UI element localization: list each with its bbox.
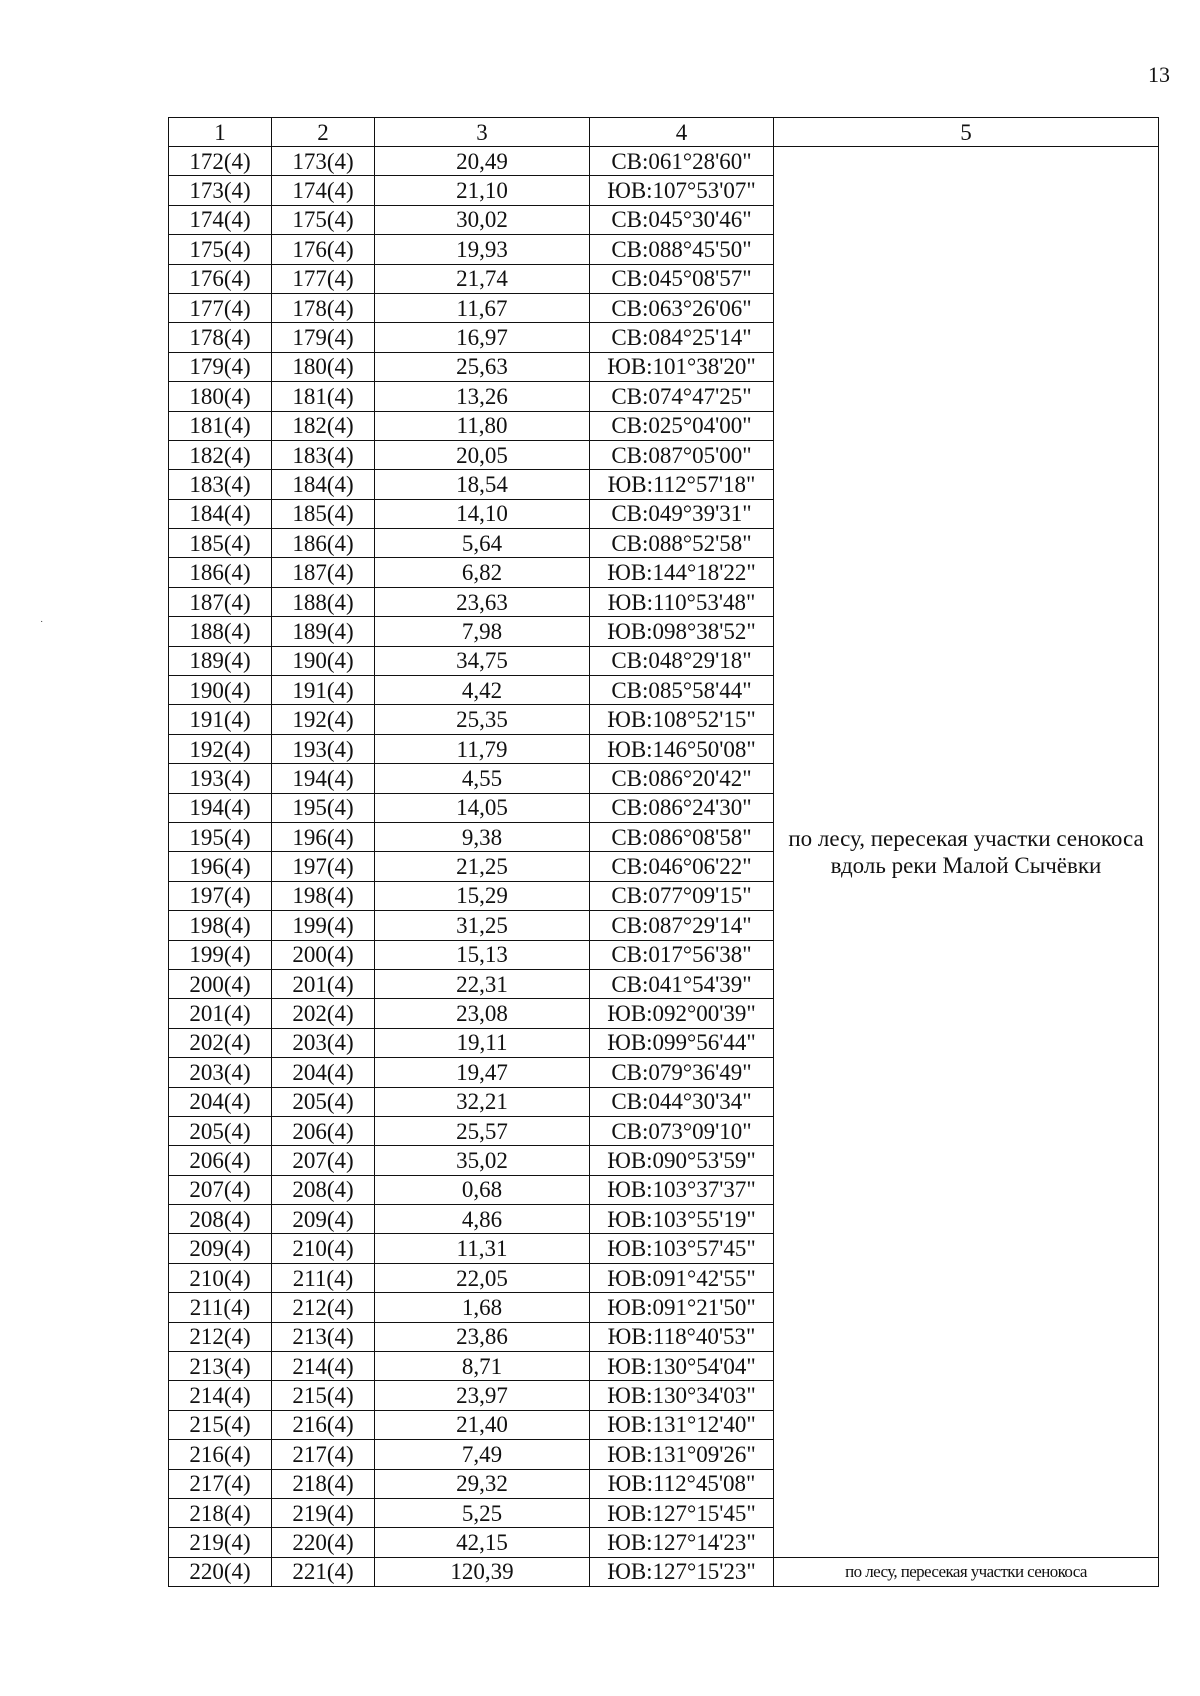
table-cell: СВ:086°08'58" bbox=[590, 822, 774, 851]
table-cell: 23,08 bbox=[375, 999, 590, 1028]
table-cell: 188(4) bbox=[272, 587, 375, 616]
table-cell: 18,54 bbox=[375, 470, 590, 499]
table-cell: 203(4) bbox=[169, 1058, 272, 1087]
table-cell: ЮВ:091°21'50" bbox=[590, 1293, 774, 1322]
table-cell: 220(4) bbox=[272, 1528, 375, 1557]
route-description-last: по лесу, пересекая участки сенокоса bbox=[774, 1557, 1159, 1586]
table-cell: 202(4) bbox=[169, 1028, 272, 1057]
table-cell: ЮВ:127°15'45" bbox=[590, 1498, 774, 1527]
table-cell: 192(4) bbox=[272, 705, 375, 734]
table-cell: ЮВ:131°12'40" bbox=[590, 1410, 774, 1439]
table-cell: СВ:079°36'49" bbox=[590, 1058, 774, 1087]
table-cell: 11,80 bbox=[375, 411, 590, 440]
table-cell: 13,26 bbox=[375, 382, 590, 411]
table-cell: СВ:041°54'39" bbox=[590, 969, 774, 998]
table-cell: 190(4) bbox=[169, 676, 272, 705]
table-cell: 197(4) bbox=[169, 881, 272, 910]
table-cell: ЮВ:103°55'19" bbox=[590, 1205, 774, 1234]
table-cell: 120,39 bbox=[375, 1557, 590, 1586]
table-cell: 210(4) bbox=[272, 1234, 375, 1263]
table-cell: 29,32 bbox=[375, 1469, 590, 1498]
table-cell: 194(4) bbox=[272, 764, 375, 793]
table-cell: 216(4) bbox=[169, 1440, 272, 1469]
table-cell: 23,97 bbox=[375, 1381, 590, 1410]
table-cell: 19,11 bbox=[375, 1028, 590, 1057]
table-cell: 203(4) bbox=[272, 1028, 375, 1057]
table-cell: 34,75 bbox=[375, 646, 590, 675]
table-cell: 4,42 bbox=[375, 676, 590, 705]
header-cell: 4 bbox=[590, 118, 774, 147]
table-cell: 174(4) bbox=[272, 176, 375, 205]
table-cell: 192(4) bbox=[169, 734, 272, 763]
table-cell: 181(4) bbox=[169, 411, 272, 440]
table-cell: 7,98 bbox=[375, 617, 590, 646]
table-cell: СВ:087°29'14" bbox=[590, 911, 774, 940]
table-cell: 178(4) bbox=[169, 323, 272, 352]
table-cell: СВ:045°30'46" bbox=[590, 205, 774, 234]
table-cell: 21,40 bbox=[375, 1410, 590, 1439]
table-cell: 209(4) bbox=[169, 1234, 272, 1263]
table-cell: ЮВ:112°57'18" bbox=[590, 470, 774, 499]
table-cell: 207(4) bbox=[272, 1146, 375, 1175]
table-cell: СВ:077°09'15" bbox=[590, 881, 774, 910]
table-cell: ЮВ:130°34'03" bbox=[590, 1381, 774, 1410]
table-cell: 215(4) bbox=[169, 1410, 272, 1439]
table-cell: 182(4) bbox=[272, 411, 375, 440]
table-cell: 218(4) bbox=[272, 1469, 375, 1498]
table-cell: 23,63 bbox=[375, 587, 590, 616]
table-row bbox=[169, 147, 1159, 176]
table-cell: 213(4) bbox=[169, 1352, 272, 1381]
table-cell: 214(4) bbox=[272, 1352, 375, 1381]
table-cell: СВ:025°04'00" bbox=[590, 411, 774, 440]
table-cell: 201(4) bbox=[272, 969, 375, 998]
table-cell: СВ:074°47'25" bbox=[590, 382, 774, 411]
table-cell: СВ:045°08'57" bbox=[590, 264, 774, 293]
table-cell: 31,25 bbox=[375, 911, 590, 940]
table-cell: 183(4) bbox=[169, 470, 272, 499]
table-cell: 184(4) bbox=[169, 499, 272, 528]
table-cell: ЮВ:103°57'45" bbox=[590, 1234, 774, 1263]
table-cell: 32,21 bbox=[375, 1087, 590, 1116]
table-cell: 11,67 bbox=[375, 293, 590, 322]
table-cell: 201(4) bbox=[169, 999, 272, 1028]
table-cell: 214(4) bbox=[169, 1381, 272, 1410]
table-cell: ЮВ:099°56'44" bbox=[590, 1028, 774, 1057]
table-header-row bbox=[169, 118, 1159, 147]
table-cell: 195(4) bbox=[169, 822, 272, 851]
table-cell: 174(4) bbox=[169, 205, 272, 234]
table-cell: 191(4) bbox=[169, 705, 272, 734]
route-description: по лесу, пересекая участки сенокоса вдоль реки Малой Сычёвки bbox=[774, 147, 1159, 1558]
table-cell: 193(4) bbox=[169, 764, 272, 793]
table-cell: 189(4) bbox=[272, 617, 375, 646]
table-cell: ЮВ:090°53'59" bbox=[590, 1146, 774, 1175]
table-cell: 209(4) bbox=[272, 1205, 375, 1234]
table-cell: 177(4) bbox=[169, 293, 272, 322]
table-cell: 35,02 bbox=[375, 1146, 590, 1175]
table-cell: СВ:085°58'44" bbox=[590, 676, 774, 705]
table-cell: СВ:061°28'60" bbox=[590, 147, 774, 176]
table-cell: 216(4) bbox=[272, 1410, 375, 1439]
table-cell: 42,15 bbox=[375, 1528, 590, 1557]
table-cell: 1,68 bbox=[375, 1293, 590, 1322]
table-cell: 199(4) bbox=[169, 940, 272, 969]
table-cell: 14,10 bbox=[375, 499, 590, 528]
table-cell: СВ:086°20'42" bbox=[590, 764, 774, 793]
table-cell: 4,86 bbox=[375, 1205, 590, 1234]
table-cell: 217(4) bbox=[169, 1469, 272, 1498]
table-cell: 210(4) bbox=[169, 1263, 272, 1292]
table-cell: ЮВ:146°50'08" bbox=[590, 734, 774, 763]
table-cell: 19,47 bbox=[375, 1058, 590, 1087]
table-cell: 5,25 bbox=[375, 1498, 590, 1527]
table-cell: 205(4) bbox=[272, 1087, 375, 1116]
table-cell: ЮВ:144°18'22" bbox=[590, 558, 774, 587]
table-cell: ЮВ:112°45'08" bbox=[590, 1469, 774, 1498]
scan-mark: ˙ bbox=[40, 620, 44, 631]
table-cell: ЮВ:127°15'23" bbox=[590, 1557, 774, 1586]
table-cell: 191(4) bbox=[272, 676, 375, 705]
table-cell: 0,68 bbox=[375, 1175, 590, 1204]
boundary-table bbox=[168, 117, 1159, 1587]
table-cell: 200(4) bbox=[272, 940, 375, 969]
table-cell: 25,35 bbox=[375, 705, 590, 734]
table-cell: 22,31 bbox=[375, 969, 590, 998]
table-cell: СВ:063°26'06" bbox=[590, 293, 774, 322]
table-cell: 220(4) bbox=[169, 1557, 272, 1586]
table-cell: 181(4) bbox=[272, 382, 375, 411]
table-cell: 14,05 bbox=[375, 793, 590, 822]
table-cell: 19,93 bbox=[375, 235, 590, 264]
table-cell: 8,71 bbox=[375, 1352, 590, 1381]
table-cell: ЮВ:127°14'23" bbox=[590, 1528, 774, 1557]
table-cell: 215(4) bbox=[272, 1381, 375, 1410]
table-cell: ЮВ:110°53'48" bbox=[590, 587, 774, 616]
table-cell: СВ:049°39'31" bbox=[590, 499, 774, 528]
table-cell: 208(4) bbox=[272, 1175, 375, 1204]
table-cell: 11,31 bbox=[375, 1234, 590, 1263]
table-cell: 176(4) bbox=[169, 264, 272, 293]
table-cell: 208(4) bbox=[169, 1205, 272, 1234]
table-cell: СВ:048°29'18" bbox=[590, 646, 774, 675]
table-cell: ЮВ:107°53'07" bbox=[590, 176, 774, 205]
table-cell: 197(4) bbox=[272, 852, 375, 881]
table-cell: 196(4) bbox=[272, 822, 375, 851]
table-cell: ЮВ:118°40'53" bbox=[590, 1322, 774, 1351]
table-cell: 218(4) bbox=[169, 1498, 272, 1527]
table-cell: 176(4) bbox=[272, 235, 375, 264]
table-cell: 30,02 bbox=[375, 205, 590, 234]
table-cell: 189(4) bbox=[169, 646, 272, 675]
table-cell: 186(4) bbox=[272, 529, 375, 558]
table-cell: 206(4) bbox=[169, 1146, 272, 1175]
table-cell: 21,74 bbox=[375, 264, 590, 293]
header-cell: 1 bbox=[169, 118, 272, 147]
table-cell: ЮВ:101°38'20" bbox=[590, 352, 774, 381]
table-cell: СВ:087°05'00" bbox=[590, 440, 774, 469]
table-cell: 180(4) bbox=[272, 352, 375, 381]
table-cell: 212(4) bbox=[169, 1322, 272, 1351]
table-cell: 16,97 bbox=[375, 323, 590, 352]
table-cell: ЮВ:091°42'55" bbox=[590, 1263, 774, 1292]
table-cell: ЮВ:098°38'52" bbox=[590, 617, 774, 646]
table-cell: 172(4) bbox=[169, 147, 272, 176]
table-cell: 202(4) bbox=[272, 999, 375, 1028]
header-cell: 2 bbox=[272, 118, 375, 147]
table-cell: 217(4) bbox=[272, 1440, 375, 1469]
table-cell: 175(4) bbox=[272, 205, 375, 234]
table-cell: 194(4) bbox=[169, 793, 272, 822]
table-cell: 9,38 bbox=[375, 822, 590, 851]
table-cell: СВ:073°09'10" bbox=[590, 1116, 774, 1145]
table-cell: 187(4) bbox=[272, 558, 375, 587]
table-cell: 190(4) bbox=[272, 646, 375, 675]
table-cell: 179(4) bbox=[169, 352, 272, 381]
header-cell: 3 bbox=[375, 118, 590, 147]
table-cell: 213(4) bbox=[272, 1322, 375, 1351]
table-cell: СВ:088°52'58" bbox=[590, 529, 774, 558]
table-cell: 207(4) bbox=[169, 1175, 272, 1204]
table-cell: ЮВ:130°54'04" bbox=[590, 1352, 774, 1381]
table-cell: 184(4) bbox=[272, 470, 375, 499]
table-cell: 193(4) bbox=[272, 734, 375, 763]
table-cell: СВ:017°56'38" bbox=[590, 940, 774, 969]
table-cell: 20,49 bbox=[375, 147, 590, 176]
table-cell: 185(4) bbox=[169, 529, 272, 558]
table-cell: 186(4) bbox=[169, 558, 272, 587]
table-cell: 188(4) bbox=[169, 617, 272, 646]
table-cell: 11,79 bbox=[375, 734, 590, 763]
table-cell: 6,82 bbox=[375, 558, 590, 587]
table-cell: 205(4) bbox=[169, 1116, 272, 1145]
table-cell: 212(4) bbox=[272, 1293, 375, 1322]
table-cell: СВ:044°30'34" bbox=[590, 1087, 774, 1116]
table-cell: СВ:086°24'30" bbox=[590, 793, 774, 822]
table-cell: 187(4) bbox=[169, 587, 272, 616]
table-cell: 15,13 bbox=[375, 940, 590, 969]
table-cell: 22,05 bbox=[375, 1263, 590, 1292]
table-cell: 204(4) bbox=[272, 1058, 375, 1087]
table-cell: 25,63 bbox=[375, 352, 590, 381]
table-cell: 182(4) bbox=[169, 440, 272, 469]
table-cell: 15,29 bbox=[375, 881, 590, 910]
table-cell: 204(4) bbox=[169, 1087, 272, 1116]
table-cell: 206(4) bbox=[272, 1116, 375, 1145]
table-cell: 173(4) bbox=[272, 147, 375, 176]
table-cell: 23,86 bbox=[375, 1322, 590, 1351]
table-cell: СВ:084°25'14" bbox=[590, 323, 774, 352]
table-cell: ЮВ:103°37'37" bbox=[590, 1175, 774, 1204]
table-cell: 185(4) bbox=[272, 499, 375, 528]
table-cell: 21,10 bbox=[375, 176, 590, 205]
table-cell: 177(4) bbox=[272, 264, 375, 293]
page-number: 13 bbox=[1148, 62, 1170, 87]
table-cell: ЮВ:108°52'15" bbox=[590, 705, 774, 734]
table-row bbox=[169, 1557, 1159, 1586]
table-cell: 20,05 bbox=[375, 440, 590, 469]
table-cell: 198(4) bbox=[169, 911, 272, 940]
table-cell: 178(4) bbox=[272, 293, 375, 322]
table-cell: 199(4) bbox=[272, 911, 375, 940]
table-cell: 25,57 bbox=[375, 1116, 590, 1145]
table-cell: 211(4) bbox=[169, 1293, 272, 1322]
table-cell: 211(4) bbox=[272, 1263, 375, 1292]
table-cell: ЮВ:131°09'26" bbox=[590, 1440, 774, 1469]
table-cell: 219(4) bbox=[169, 1528, 272, 1557]
table-cell: 196(4) bbox=[169, 852, 272, 881]
table-cell: 180(4) bbox=[169, 382, 272, 411]
table-cell: 183(4) bbox=[272, 440, 375, 469]
table-cell: 21,25 bbox=[375, 852, 590, 881]
table-cell: 179(4) bbox=[272, 323, 375, 352]
table-cell: 5,64 bbox=[375, 529, 590, 558]
table-cell: 175(4) bbox=[169, 235, 272, 264]
table-cell: СВ:088°45'50" bbox=[590, 235, 774, 264]
table-cell: 200(4) bbox=[169, 969, 272, 998]
table-cell: ЮВ:092°00'39" bbox=[590, 999, 774, 1028]
table-cell: 198(4) bbox=[272, 881, 375, 910]
table-cell: 7,49 bbox=[375, 1440, 590, 1469]
table-cell: 4,55 bbox=[375, 764, 590, 793]
header-cell: 5 bbox=[774, 118, 1159, 147]
table-cell: 219(4) bbox=[272, 1498, 375, 1527]
table-cell: 173(4) bbox=[169, 176, 272, 205]
table-cell: СВ:046°06'22" bbox=[590, 852, 774, 881]
table-cell: 221(4) bbox=[272, 1557, 375, 1586]
table-cell: 195(4) bbox=[272, 793, 375, 822]
